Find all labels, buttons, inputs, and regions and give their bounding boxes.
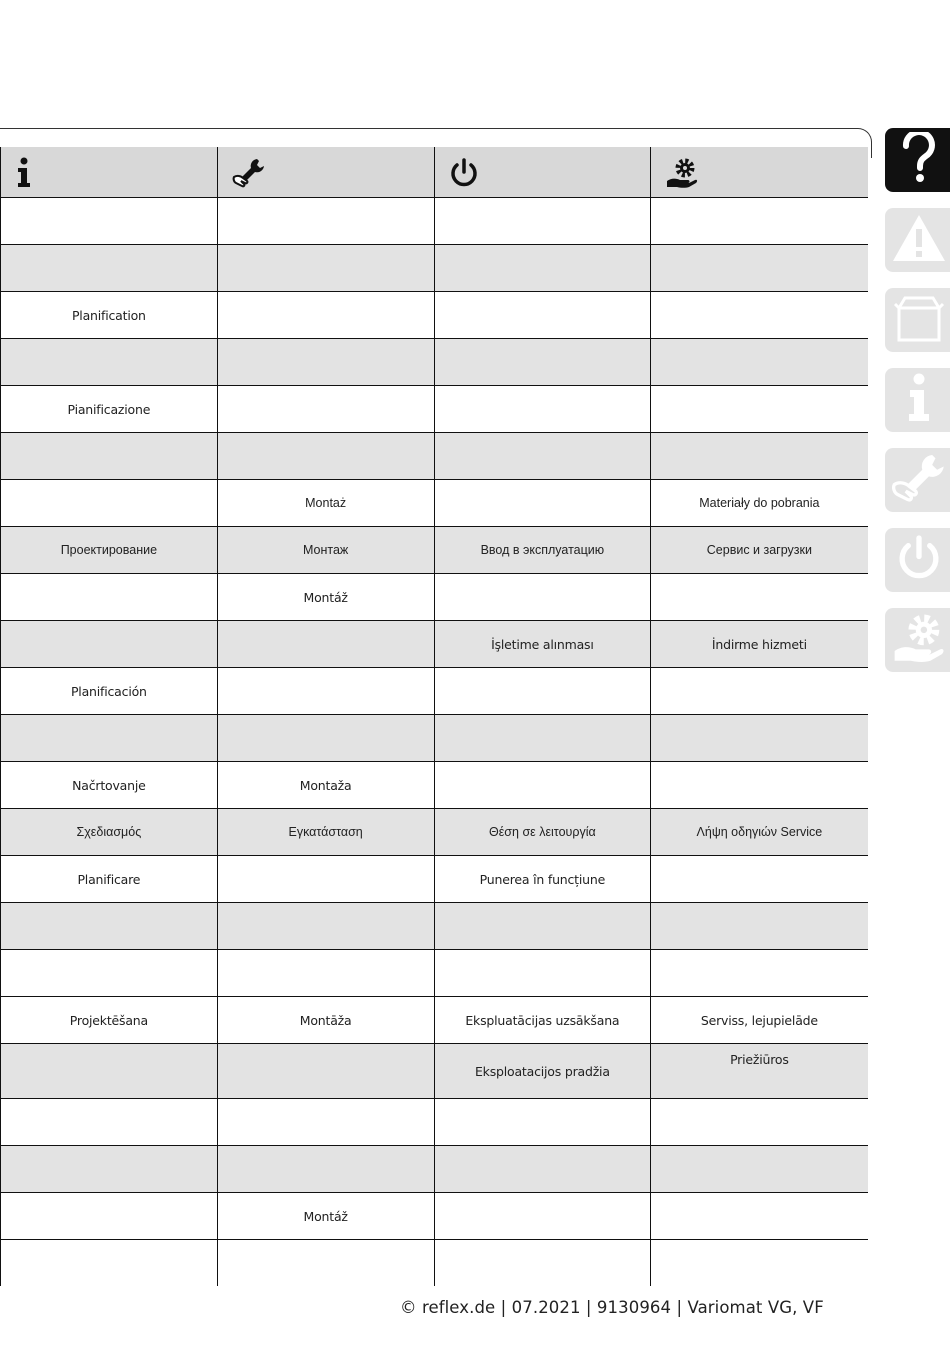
table-cell <box>1 621 218 668</box>
table-cell <box>217 856 434 903</box>
table-cell <box>434 1193 651 1240</box>
table-cell: Проектирование <box>1 527 218 574</box>
table-cell <box>1 903 218 950</box>
table-row <box>1 292 868 339</box>
table-cell: Σχεδιασμός <box>1 809 218 856</box>
info-icon <box>906 373 932 427</box>
footer-text: © reflex.de | 07.2021 | 9130964 | Variomat VG, VF <box>400 1298 824 1317</box>
header-commissioning <box>434 147 651 198</box>
table-cell <box>651 386 868 433</box>
table-cell: Priežiūros <box>651 1044 868 1099</box>
table-cell <box>651 903 868 950</box>
table-cell <box>434 480 651 527</box>
table-cell <box>651 198 868 245</box>
table-cell: Ekspluatācijas uzsākšana <box>434 997 651 1044</box>
gear-hand-icon <box>665 157 699 192</box>
table-cell <box>434 292 651 339</box>
table-cell <box>217 1099 434 1146</box>
table-cell <box>1 1146 218 1193</box>
table-cell: Θέση σε λειτουργία <box>434 809 651 856</box>
table-cell: Planificare <box>1 856 218 903</box>
power-icon <box>896 533 942 587</box>
table-cell: Pianificazione <box>1 386 218 433</box>
question-icon <box>901 132 937 188</box>
table-row <box>1 715 868 762</box>
table-cell <box>651 668 868 715</box>
table-row <box>1 386 868 433</box>
table-row <box>1 1099 868 1146</box>
table-cell <box>651 762 868 809</box>
header-installation <box>217 147 434 198</box>
table-cell <box>1 433 218 480</box>
table-cell: İşletime alınması <box>434 621 651 668</box>
table-cell: Montāža <box>217 997 434 1044</box>
table-row <box>1 668 868 715</box>
table-row <box>1 433 868 480</box>
table-cell <box>434 339 651 386</box>
table-header-row <box>1 147 868 198</box>
table-cell: Serviss, lejupielāde <box>651 997 868 1044</box>
table-cell <box>217 198 434 245</box>
table-cell <box>434 903 651 950</box>
info-icon <box>15 157 33 192</box>
table-cell: Projektēšana <box>1 997 218 1044</box>
table-row <box>1 950 868 997</box>
table-cell <box>434 1146 651 1193</box>
table-row <box>1 198 868 245</box>
table-cell <box>217 245 434 292</box>
table-cell: Montaż <box>217 480 434 527</box>
table-row <box>1 480 868 527</box>
table-cell: Montáž <box>217 1193 434 1240</box>
table-cell <box>651 1193 868 1240</box>
table-cell <box>651 1146 868 1193</box>
table-row <box>1 1044 868 1099</box>
table-cell <box>651 1240 868 1287</box>
table-row <box>1 1193 868 1240</box>
table-cell <box>651 950 868 997</box>
table-cell <box>217 1146 434 1193</box>
table-cell <box>217 1240 434 1287</box>
table-cell <box>1 715 218 762</box>
wrench-hand-icon <box>232 157 266 192</box>
table-row <box>1 903 868 950</box>
table-cell: Eksploatacijos pradžia <box>434 1044 651 1099</box>
table-cell <box>1 339 218 386</box>
gear-hand-icon <box>891 612 947 668</box>
table-cell <box>1 245 218 292</box>
table-row <box>1 574 868 621</box>
table-cell <box>434 668 651 715</box>
table-row <box>1 809 868 856</box>
table-row <box>1 527 868 574</box>
table-cell <box>651 715 868 762</box>
table-cell <box>217 903 434 950</box>
tab-commissioning[interactable] <box>885 528 950 592</box>
box-icon <box>893 294 945 346</box>
table-cell: Punerea în funcțiune <box>434 856 651 903</box>
table-cell <box>1 480 218 527</box>
tab-safety[interactable] <box>885 208 950 272</box>
table-cell <box>1 950 218 997</box>
power-icon <box>449 157 479 192</box>
table-cell: Planificación <box>1 668 218 715</box>
tab-installation[interactable] <box>885 448 950 512</box>
table-cell: Монтаж <box>217 527 434 574</box>
table-cell <box>1 1044 218 1099</box>
tab-info[interactable] <box>885 368 950 432</box>
table-cell <box>651 245 868 292</box>
table-cell <box>434 245 651 292</box>
table-row <box>1 1146 868 1193</box>
header-info <box>1 147 218 198</box>
table-cell: Montáž <box>217 574 434 621</box>
table-cell <box>1 574 218 621</box>
table-cell <box>1 1099 218 1146</box>
warning-icon <box>891 213 947 267</box>
table-cell <box>217 339 434 386</box>
tab-delivery[interactable] <box>885 288 950 352</box>
table-cell <box>434 762 651 809</box>
translation-table <box>0 147 868 1286</box>
table-cell <box>217 668 434 715</box>
table-row <box>1 997 868 1044</box>
table-cell <box>651 574 868 621</box>
table-cell <box>434 1099 651 1146</box>
table-row <box>1 1240 868 1287</box>
table-cell <box>434 574 651 621</box>
table-cell <box>434 433 651 480</box>
table-cell: Načrtovanje <box>1 762 218 809</box>
table-cell <box>651 292 868 339</box>
table-cell <box>217 950 434 997</box>
table-cell: Ввод в эксплуатацию <box>434 527 651 574</box>
table-row <box>1 856 868 903</box>
wrench-hand-icon <box>891 451 947 509</box>
tab-service[interactable] <box>885 608 950 672</box>
table-cell: Montaža <box>217 762 434 809</box>
header-service <box>651 147 868 198</box>
table-cell: İndirme hizmeti <box>651 621 868 668</box>
table-cell: Λήψη οδηγιών Service <box>651 809 868 856</box>
table-cell <box>651 1099 868 1146</box>
table-row <box>1 245 868 292</box>
table-cell: Materiały do pobrania <box>651 480 868 527</box>
table-cell: Planification <box>1 292 218 339</box>
table-cell: Сервис и загрузки <box>651 527 868 574</box>
table-cell <box>434 715 651 762</box>
table-row <box>1 621 868 668</box>
table-cell <box>651 856 868 903</box>
table-cell <box>217 621 434 668</box>
table-cell <box>434 386 651 433</box>
table-row <box>1 762 868 809</box>
table-cell <box>434 1240 651 1287</box>
table-cell <box>434 198 651 245</box>
table-row <box>1 339 868 386</box>
table-cell <box>217 1044 434 1099</box>
table-cell <box>1 198 218 245</box>
table-cell <box>217 715 434 762</box>
table-cell <box>217 433 434 480</box>
table-cell: Εγκατάσταση <box>217 809 434 856</box>
table-cell <box>651 339 868 386</box>
table-cell <box>1 1193 218 1240</box>
table-cell <box>434 950 651 997</box>
tab-help[interactable] <box>885 128 950 192</box>
table-cell <box>651 433 868 480</box>
table-cell <box>1 1240 218 1287</box>
table-cell <box>217 292 434 339</box>
table-cell <box>217 386 434 433</box>
